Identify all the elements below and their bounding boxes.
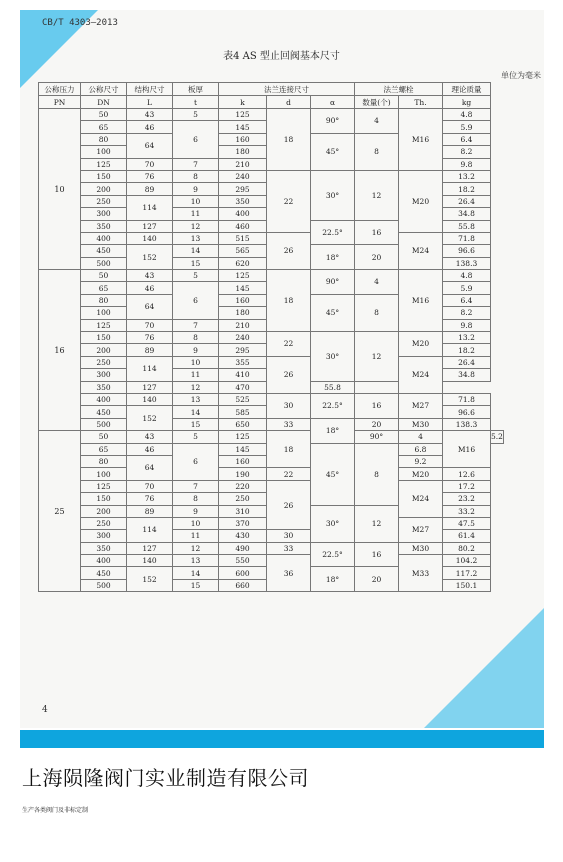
cell-dn: 125 xyxy=(81,319,127,331)
cell-t: 12 xyxy=(173,542,219,554)
cell-a: 22.5° xyxy=(311,220,355,245)
table-row xyxy=(39,393,504,405)
cell-k: 190 xyxy=(219,468,267,480)
cell-t: 10 xyxy=(173,356,219,368)
cell-t: 14 xyxy=(173,406,219,418)
header-t-sub: t xyxy=(173,96,219,109)
cell-dn: 150 xyxy=(81,170,127,182)
cell-d: 22 xyxy=(267,468,311,480)
cell-t: 13 xyxy=(173,393,219,405)
cell-t: 6 xyxy=(173,121,219,158)
cell-weight: 9.8 xyxy=(443,319,491,331)
cell-dn: 350 xyxy=(81,542,127,554)
cell-l: 152 xyxy=(127,406,173,431)
cell-dn: 300 xyxy=(81,208,127,220)
cell-weight: 26.4 xyxy=(443,195,491,207)
cell-weight: 9.8 xyxy=(443,158,491,170)
cell-qty: 12 xyxy=(355,332,399,382)
table-row xyxy=(39,232,504,244)
cell-weight: 138.3 xyxy=(443,257,491,269)
cell-l: 43 xyxy=(127,109,173,121)
cell-dn: 100 xyxy=(81,468,127,480)
cell-l: 76 xyxy=(127,170,173,182)
cell-k: 145 xyxy=(219,443,267,455)
cell-d: 30 xyxy=(267,393,311,418)
cell-d: 30 xyxy=(267,530,311,542)
cell-weight: 23.2 xyxy=(443,493,491,505)
cell-dn: 100 xyxy=(81,146,127,158)
cell-t: 15 xyxy=(173,257,219,269)
cell-dn: 500 xyxy=(81,418,127,430)
table-row xyxy=(39,555,504,567)
cell-t: 5 xyxy=(173,431,219,443)
cell-dn: 350 xyxy=(81,381,127,393)
cell-weight: 8.2 xyxy=(443,146,491,158)
cell-k: 350 xyxy=(219,195,267,207)
table-row xyxy=(39,418,504,430)
cell-k: 620 xyxy=(219,257,267,269)
cell-l: 64 xyxy=(127,133,173,158)
cell-dn: 450 xyxy=(81,567,127,579)
cell-k: 310 xyxy=(219,505,267,517)
cell-t: 10 xyxy=(173,517,219,529)
cell-a: 90° xyxy=(311,270,355,295)
cell-weight: 138.3 xyxy=(443,418,491,430)
cell-dn: 250 xyxy=(81,517,127,529)
unit-label: 单位为毫米 xyxy=(501,71,541,80)
cell-l: 70 xyxy=(127,319,173,331)
cell-k: 180 xyxy=(219,307,267,319)
cell-t: 13 xyxy=(173,232,219,244)
cell-k: 240 xyxy=(219,332,267,344)
cell-l: 127 xyxy=(127,381,173,393)
cell-t: 7 xyxy=(173,158,219,170)
cell-weight: 117.2 xyxy=(443,567,491,579)
cell-weight: 71.8 xyxy=(443,393,491,405)
cell-th: M27 xyxy=(399,393,443,418)
cell-dn: 50 xyxy=(81,270,127,282)
table-row xyxy=(39,109,504,121)
cell-t: 6 xyxy=(173,282,219,319)
cell-k: 460 xyxy=(219,220,267,232)
cell-dn: 65 xyxy=(81,282,127,294)
company-tagline: 生产各类阀门及非标定制 xyxy=(22,807,89,814)
cell-dn: 150 xyxy=(81,493,127,505)
cell-qty: 4 xyxy=(355,270,399,295)
cell-l: 114 xyxy=(127,195,173,220)
header-th: Th. xyxy=(399,96,443,109)
cell-d: 18 xyxy=(267,109,311,171)
cell-weight: 18.2 xyxy=(443,344,491,356)
cell-qty: 8 xyxy=(355,294,399,331)
table-row xyxy=(39,542,504,554)
cell-th: M24 xyxy=(399,232,443,269)
cell-weight: 9.2 xyxy=(399,455,443,467)
cell-dn: 350 xyxy=(81,220,127,232)
cell-weight: 55.8 xyxy=(311,381,355,393)
cell-qty: 20 xyxy=(355,567,399,592)
cell-a: 22.5° xyxy=(311,393,355,418)
cell-dn: 250 xyxy=(81,195,127,207)
header-bolt: 法兰螺栓 xyxy=(355,83,443,96)
cell-weight: 13.2 xyxy=(443,170,491,182)
cell-weight: 96.6 xyxy=(443,406,491,418)
cell-weight: 13.2 xyxy=(443,332,491,344)
cell-t: 12 xyxy=(173,381,219,393)
header-a: α xyxy=(311,96,355,109)
cell-t: 11 xyxy=(173,369,219,381)
header-d: d xyxy=(267,96,311,109)
cell-dn: 65 xyxy=(81,443,127,455)
cell-l: 76 xyxy=(127,332,173,344)
cell-l: 140 xyxy=(127,555,173,567)
cell-l: 127 xyxy=(127,542,173,554)
cell-l: 127 xyxy=(127,220,173,232)
cell-d: 22 xyxy=(267,170,311,232)
cell-dn: 50 xyxy=(81,109,127,121)
cell-dn: 200 xyxy=(81,344,127,356)
cell-l: 89 xyxy=(127,183,173,195)
cell-l: 43 xyxy=(127,270,173,282)
cell-weight: 96.6 xyxy=(443,245,491,257)
cell-t: 7 xyxy=(173,480,219,492)
cell-l: 70 xyxy=(127,158,173,170)
cell-weight: 150.1 xyxy=(443,579,491,591)
header-l: 结构尺寸 xyxy=(127,83,173,96)
cell-l: 64 xyxy=(127,294,173,319)
cell-k: 125 xyxy=(219,270,267,282)
cell-d: 33 xyxy=(267,418,311,430)
cell-t: 8 xyxy=(173,332,219,344)
cell-qty: 4 xyxy=(399,431,443,443)
cell-l: 89 xyxy=(127,344,173,356)
cell-k: 490 xyxy=(219,542,267,554)
header-pn: 公称压力 xyxy=(39,83,81,96)
cell-th: M16 xyxy=(443,431,491,468)
cell-k: 295 xyxy=(219,344,267,356)
cell-l: 70 xyxy=(127,480,173,492)
cell-a: 18° xyxy=(311,245,355,270)
cell-dn: 65 xyxy=(81,121,127,133)
cell-dn: 450 xyxy=(81,245,127,257)
cell-k: 400 xyxy=(219,208,267,220)
cell-dn: 400 xyxy=(81,393,127,405)
cell-k: 430 xyxy=(219,530,267,542)
cell-a: 90° xyxy=(355,431,399,443)
cell-dn: 300 xyxy=(81,530,127,542)
cell-weight: 6.8 xyxy=(399,443,443,455)
cell-weight: 12.6 xyxy=(443,468,491,480)
page-number: 4 xyxy=(42,705,48,715)
cell-d: 33 xyxy=(267,542,311,554)
cell-k: 550 xyxy=(219,555,267,567)
cell-qty: 16 xyxy=(355,542,399,567)
cell-k: 210 xyxy=(219,158,267,170)
cell-t: 9 xyxy=(173,183,219,195)
cell-th: M30 xyxy=(399,542,443,554)
cell-t: 8 xyxy=(173,493,219,505)
cell-dn: 500 xyxy=(81,257,127,269)
cell-th: M33 xyxy=(399,555,443,592)
cell-l: 152 xyxy=(127,567,173,592)
cell-dn: 150 xyxy=(81,332,127,344)
cell-l: 89 xyxy=(127,505,173,517)
cell-dn: 80 xyxy=(81,455,127,467)
cell-k: 240 xyxy=(219,170,267,182)
cell-weight: 61.4 xyxy=(443,530,491,542)
cell-dn: 200 xyxy=(81,183,127,195)
table-row xyxy=(39,431,504,443)
cell-qty: 16 xyxy=(355,393,399,418)
cell-weight: 8.2 xyxy=(443,307,491,319)
table-row xyxy=(39,356,504,368)
cell-th: M30 xyxy=(399,418,443,430)
table-row xyxy=(39,270,504,282)
cell-qty: 20 xyxy=(355,245,399,270)
cell-weight: 5.9 xyxy=(443,282,491,294)
cell-t: 14 xyxy=(173,567,219,579)
cell-th: M16 xyxy=(399,270,443,332)
cell-t: 6 xyxy=(173,443,219,480)
cell-th: M20 xyxy=(399,170,443,232)
cell-th: M27 xyxy=(399,517,443,542)
cell-k: 650 xyxy=(219,418,267,430)
cell-l: 152 xyxy=(127,245,173,270)
cell-k: 220 xyxy=(219,480,267,492)
cell-th: M20 xyxy=(399,468,443,480)
cell-qty: 20 xyxy=(355,418,399,430)
cell-pn: 25 xyxy=(39,431,81,592)
cell-weight: 47.5 xyxy=(443,517,491,529)
header-dn-sub: DN xyxy=(81,96,127,109)
cell-weight: 18.2 xyxy=(443,183,491,195)
table-row xyxy=(39,332,504,344)
cell-l: 114 xyxy=(127,356,173,381)
cell-k: 470 xyxy=(219,381,267,393)
cell-k: 565 xyxy=(219,245,267,257)
cell-a: 30° xyxy=(311,170,355,220)
cell-t: 8 xyxy=(173,170,219,182)
header-dn: 公称尺寸 xyxy=(81,83,127,96)
cell-weight: 104.2 xyxy=(443,555,491,567)
cell-dn: 80 xyxy=(81,294,127,306)
company-name: 上海陨隆阀门实业制造有限公司 xyxy=(22,766,309,790)
cell-a: 30° xyxy=(311,505,355,542)
cell-k: 410 xyxy=(219,369,267,381)
cell-k: 370 xyxy=(219,517,267,529)
cell-d: 26 xyxy=(267,232,311,269)
header-l-sub: L xyxy=(127,96,173,109)
cell-t: 11 xyxy=(173,530,219,542)
cell-weight: 26.4 xyxy=(443,356,491,368)
cell-qty: 12 xyxy=(355,505,399,542)
cell-k: 125 xyxy=(219,109,267,121)
cell-k: 355 xyxy=(219,356,267,368)
cell-a: 45° xyxy=(311,133,355,170)
cell-weight: 6.4 xyxy=(443,133,491,145)
cell-th: M16 xyxy=(399,109,443,171)
cell-dn: 250 xyxy=(81,356,127,368)
cell-dn: 500 xyxy=(81,579,127,591)
cell-l: 140 xyxy=(127,232,173,244)
cell-d: 22 xyxy=(267,332,311,357)
header-pn-sub: PN xyxy=(39,96,81,109)
cell-qty: 16 xyxy=(355,220,399,245)
header-weight-sub: kg xyxy=(443,96,491,109)
cell-dn: 125 xyxy=(81,158,127,170)
cell-dn: 80 xyxy=(81,133,127,145)
corner-decoration-bottom-right xyxy=(424,608,544,728)
cell-t: 5 xyxy=(173,270,219,282)
cell-weight: 80.2 xyxy=(443,542,491,554)
cell-pn: 10 xyxy=(39,109,81,270)
cell-k: 160 xyxy=(219,455,267,467)
cell-dn: 400 xyxy=(81,555,127,567)
cell-t: 15 xyxy=(173,418,219,430)
cell-t: 10 xyxy=(173,195,219,207)
cell-dn: 300 xyxy=(81,369,127,381)
cell-k: 295 xyxy=(219,183,267,195)
cell-t: 11 xyxy=(173,208,219,220)
cell-k: 160 xyxy=(219,294,267,306)
cell-weight: 6.4 xyxy=(443,294,491,306)
cell-k: 250 xyxy=(219,493,267,505)
cell-l: 114 xyxy=(127,517,173,542)
cell-k: 525 xyxy=(219,393,267,405)
standard-code: CB/T 4303—2013 xyxy=(42,18,118,28)
cell-weight: 34.8 xyxy=(443,369,491,381)
cell-t: 14 xyxy=(173,245,219,257)
cell-a: 45° xyxy=(311,294,355,331)
cell-l: 46 xyxy=(127,121,173,133)
table-row xyxy=(39,480,504,492)
cell-l: 46 xyxy=(127,443,173,455)
table-row xyxy=(39,468,504,480)
cell-th: M20 xyxy=(399,332,443,357)
cell-d: 26 xyxy=(267,480,311,530)
cell-t: 13 xyxy=(173,555,219,567)
cell-d: 18 xyxy=(267,431,311,468)
header-weight: 理论质量 xyxy=(443,83,491,96)
cell-k: 160 xyxy=(219,133,267,145)
cell-l: 64 xyxy=(127,455,173,480)
footer-accent-bar xyxy=(20,730,544,748)
cell-t: 9 xyxy=(173,344,219,356)
cell-l: 43 xyxy=(127,431,173,443)
cell-k: 145 xyxy=(219,282,267,294)
cell-qty: 8 xyxy=(355,133,399,170)
cell-a: 30° xyxy=(311,332,355,382)
cell-a: 22.5° xyxy=(311,542,355,567)
cell-weight: 17.2 xyxy=(443,480,491,492)
cell-t: 5 xyxy=(173,109,219,121)
cell-qty: 8 xyxy=(355,443,399,505)
cell-dn: 125 xyxy=(81,480,127,492)
cell-weight: 33.2 xyxy=(443,505,491,517)
cell-k: 210 xyxy=(219,319,267,331)
cell-k: 145 xyxy=(219,121,267,133)
cell-d: 18 xyxy=(267,270,311,332)
cell-l: 140 xyxy=(127,393,173,405)
cell-a: 18° xyxy=(311,567,355,592)
cell-d: 36 xyxy=(267,555,311,592)
cell-dn: 50 xyxy=(81,431,127,443)
cell-qty: 12 xyxy=(355,170,399,220)
cell-l: 46 xyxy=(127,282,173,294)
cell-dn: 450 xyxy=(81,406,127,418)
cell-weight: 5.2 xyxy=(491,432,503,442)
cell-weight: 55.8 xyxy=(443,220,491,232)
cell-weight: 4.8 xyxy=(443,270,491,282)
cell-k: 125 xyxy=(219,431,267,443)
cell-t: 12 xyxy=(173,220,219,232)
cell-k: 180 xyxy=(219,146,267,158)
cell-l: 76 xyxy=(127,493,173,505)
cell-a: 90° xyxy=(311,109,355,134)
cell-k: 600 xyxy=(219,567,267,579)
table-title: 表4 AS 型止回阀基本尺寸 xyxy=(223,51,340,62)
cell-k: 660 xyxy=(219,579,267,591)
cell-weight: 5.9 xyxy=(443,121,491,133)
cell-t: 9 xyxy=(173,505,219,517)
cell-dn: 400 xyxy=(81,232,127,244)
header-flange: 法兰连接尺寸 xyxy=(219,83,355,96)
cell-a: 18° xyxy=(311,418,355,443)
cell-k: 515 xyxy=(219,232,267,244)
cell-t: 7 xyxy=(173,319,219,331)
cell-pn: 16 xyxy=(39,270,81,431)
cell-k: 585 xyxy=(219,406,267,418)
cell-d: 26 xyxy=(267,356,311,393)
header-k: k xyxy=(219,96,267,109)
cell-weight: 34.8 xyxy=(443,208,491,220)
dimension-table xyxy=(38,82,504,592)
header-t: 板厚 xyxy=(173,83,219,96)
cell-th: M24 xyxy=(399,480,443,517)
cell-weight: 4.8 xyxy=(443,109,491,121)
cell-dn: 200 xyxy=(81,505,127,517)
header-qty: 数量(个) xyxy=(355,96,399,109)
cell-a: 45° xyxy=(311,443,355,505)
cell-dn: 100 xyxy=(81,307,127,319)
cell-weight: 71.8 xyxy=(443,232,491,244)
table-row xyxy=(39,170,504,182)
cell-qty: 4 xyxy=(355,109,399,134)
cell-t: 15 xyxy=(173,579,219,591)
cell-th: M24 xyxy=(399,356,443,393)
